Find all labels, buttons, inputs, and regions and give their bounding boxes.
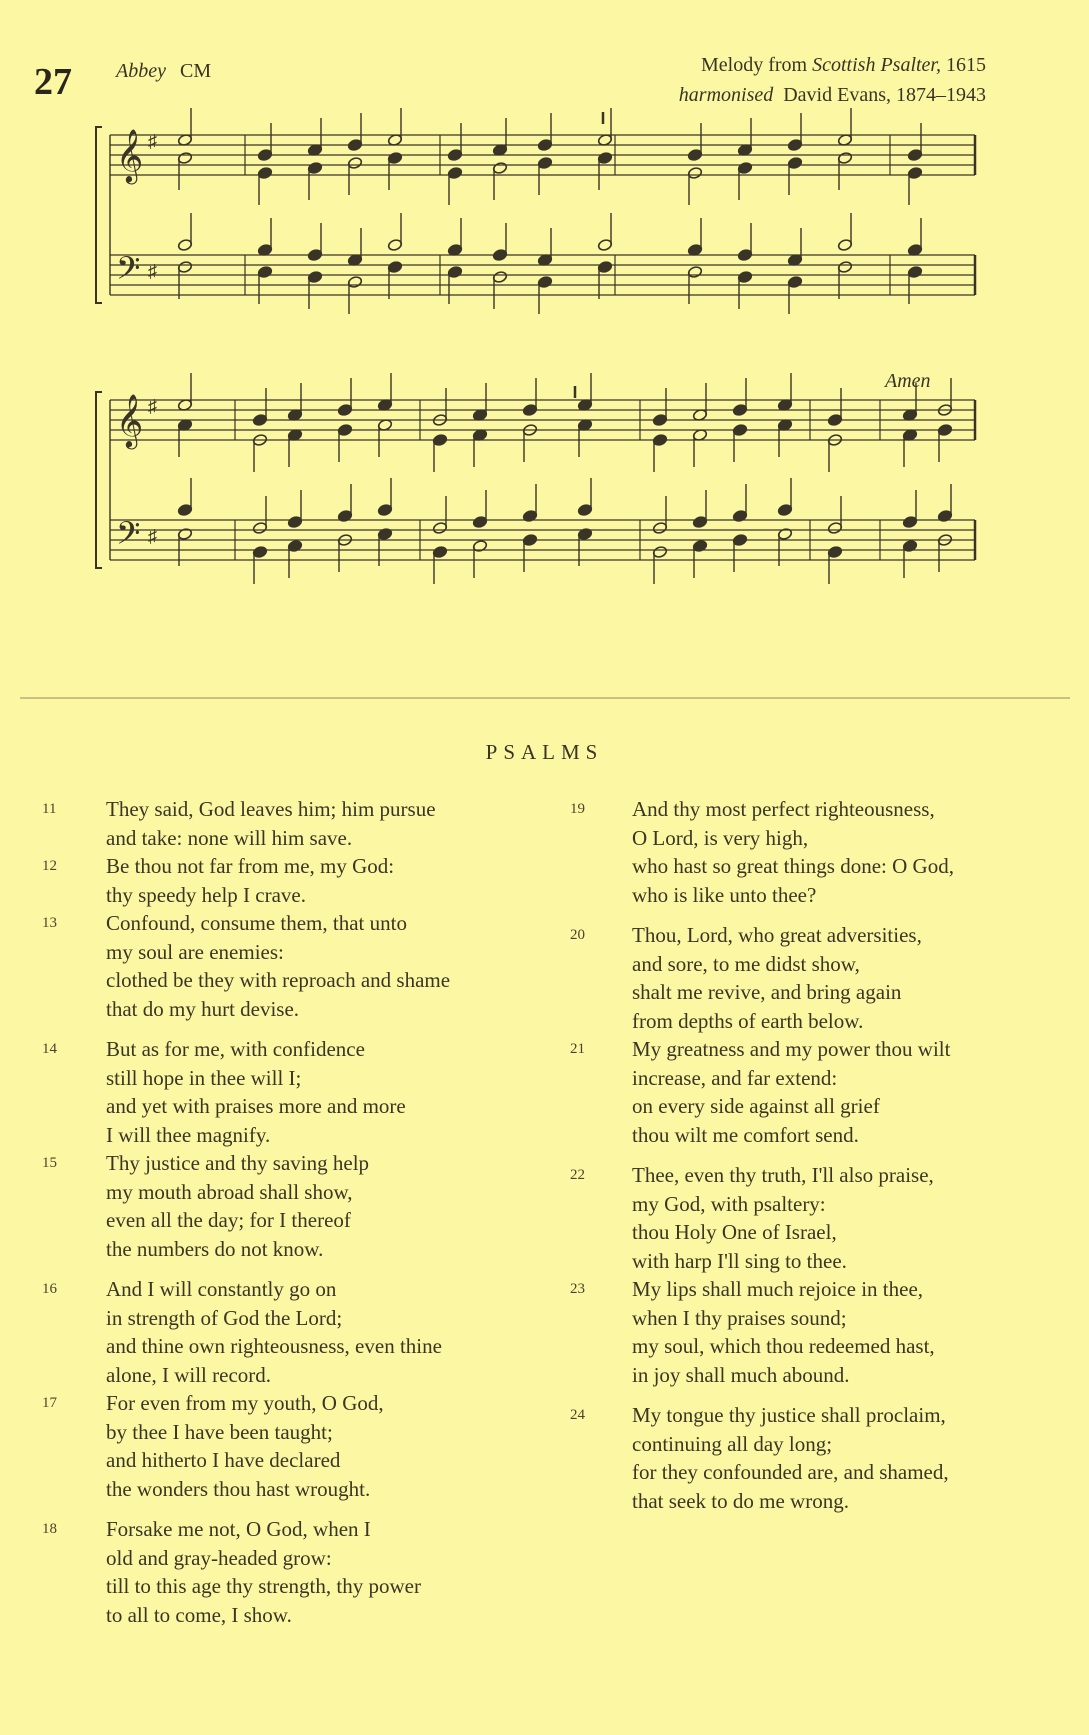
verse-line: old and gray-headed grow: [106, 1545, 332, 1570]
verse-line: alone, I will record. [106, 1362, 272, 1387]
system2-brace [96, 392, 102, 568]
system1-brace [96, 127, 102, 303]
verse-line: My lips shall much rejoice in thee, [632, 1277, 924, 1301]
verse-line: My tongue thy justice shall proclaim, [632, 1403, 946, 1427]
sharp-icon: ♯ [148, 396, 157, 416]
verse-number: 14 [42, 1041, 57, 1057]
verse-number: 20 [570, 927, 585, 943]
verse-15 [42, 1149, 562, 1263]
verse-number: 19 [570, 801, 585, 817]
verse-number: 15 [42, 1155, 57, 1171]
verse-line: that do my hurt devise. [106, 996, 300, 1021]
verse-line: My greatness and my power thou wilt [632, 1037, 951, 1061]
verse-22 [570, 1161, 1070, 1275]
verse-number: 22 [570, 1167, 585, 1183]
verse-line: my mouth abroad shall show, [106, 1179, 353, 1204]
verse-line: shalt me revive, and bring again [632, 980, 902, 1004]
verse-16 [42, 1275, 562, 1389]
tune-name-label: Abbey [116, 60, 166, 82]
verse-line: the wonders thou hast wrought. [106, 1476, 371, 1501]
verse-11 [42, 795, 562, 852]
bass-clef-icon: 𝄢 [116, 250, 141, 294]
verse-line: till to this age thy strength, thy power [106, 1574, 421, 1598]
verse-line: Be thou not far from me, my God: [106, 854, 395, 878]
verse-line: thou Holy One of Israel, [632, 1220, 837, 1244]
verse-line: my soul are enemies: [106, 939, 284, 964]
verse-line: and hitherto I have declared [106, 1448, 341, 1472]
verse-12 [42, 852, 562, 909]
verse-line: Thou, Lord, who great adversities, [632, 923, 922, 947]
harmony-label: harmonised [678, 84, 774, 106]
verse-19 [570, 795, 1070, 909]
melody-source: Scottish Psalter, [812, 54, 941, 76]
music-score [0, 0, 1089, 640]
verse-number: 23 [570, 1281, 585, 1297]
verse-line: on every side against all grief [632, 1094, 880, 1118]
treble-clef-icon: 𝄞 [116, 128, 144, 182]
verse-line: who is like unto thee? [632, 882, 817, 907]
verse-14 [42, 1035, 562, 1149]
verse-line: with harp I'll sing to thee. [632, 1248, 847, 1273]
verse-number: 13 [42, 915, 57, 931]
verse-line: continuing all day long; [632, 1431, 833, 1456]
verse-line: Forsake me not, O God, when I [106, 1517, 371, 1541]
harmony-name: David Evans, 1874–1943 [783, 84, 986, 106]
sharp-icon: ♯ [148, 131, 157, 151]
verse-line: thy speedy help I crave. [106, 882, 307, 907]
verse-number: 24 [570, 1407, 585, 1423]
verse-line: in joy shall much abound. [632, 1362, 850, 1387]
verse-line: For even from my youth, O God, [106, 1391, 384, 1415]
verse-line: clothed be they with reproach and shame [106, 968, 451, 992]
verse-number: 16 [42, 1281, 57, 1297]
verse-line: still hope in thee will I; [106, 1065, 302, 1090]
section-divider [20, 697, 1070, 699]
sharp-icon: ♯ [148, 261, 157, 281]
verse-line: to all to come, I show. [106, 1602, 292, 1627]
bass-clef-icon: 𝄢 [116, 515, 141, 559]
verse-13 [42, 909, 562, 1023]
verse-line: by thee I have been taught; [106, 1419, 333, 1444]
verse-line: But as for me, with confidence [106, 1037, 365, 1061]
verse-line: thou wilt me comfort send. [632, 1122, 859, 1147]
verse-number: 21 [570, 1041, 585, 1057]
verse-line: in strength of God the Lord; [106, 1305, 343, 1330]
verse-line: that seek to do me wrong. [632, 1488, 849, 1513]
verse-line: the numbers do not know. [106, 1236, 324, 1261]
verse-number: 12 [42, 858, 57, 874]
verse-line: I will thee magnify. [106, 1122, 271, 1147]
verse-number: 11 [42, 801, 57, 817]
sharp-icon: ♯ [148, 526, 157, 546]
verse-line: my God, with psaltery: [632, 1191, 826, 1216]
verses-right-column [570, 795, 1070, 1515]
verse-23 [570, 1275, 1070, 1389]
melody-year: 1615 [946, 54, 986, 76]
section-title: PSALMS [485, 740, 604, 764]
verse-number: 17 [42, 1395, 57, 1411]
amen-label: Amen [885, 370, 931, 392]
verse-line: and take: none will him save. [106, 825, 353, 850]
treble-clef-icon: 𝄞 [116, 393, 144, 447]
verse-line: and thine own righteousness, even thine [106, 1334, 442, 1358]
verse-line: and yet with praises more and more [106, 1094, 406, 1118]
verse-line: And thy most perfect righteousness, [632, 797, 935, 821]
verses-left-column [42, 795, 562, 1629]
verse-line: increase, and far extend: [632, 1065, 838, 1090]
verse-line: Thee, even thy truth, I'll also praise, [632, 1163, 934, 1187]
verse-line: from depths of earth below. [632, 1008, 864, 1033]
verse-line: They said, God leaves him; him pursue [106, 797, 436, 821]
verse-line: who hast so great things done: O God, [632, 854, 954, 878]
verse-24 [570, 1401, 1070, 1515]
verse-line: when I thy praises sound; [632, 1305, 847, 1330]
verse-line: my soul, which thou redeemed hast, [632, 1334, 935, 1358]
verse-17 [42, 1389, 562, 1503]
meter-label: CM [179, 60, 212, 82]
verse-line: Thy justice and thy saving help [106, 1151, 370, 1175]
verse-line: for they confounded are, and shamed, [632, 1460, 949, 1484]
verse-line: And I will constantly go on [106, 1277, 337, 1301]
melody-prefix: Melody from [701, 54, 813, 76]
verse-20 [570, 921, 1070, 1035]
verse-number: 18 [42, 1521, 57, 1537]
verse-line: O Lord, is very high, [632, 825, 809, 850]
hymn-number: 27 [34, 61, 72, 103]
verse-21 [570, 1035, 1070, 1149]
verse-18 [42, 1515, 562, 1629]
verse-line: and sore, to me didst show, [632, 951, 860, 976]
verse-line: Confound, consume them, that unto [106, 911, 407, 935]
verse-line: even all the day; for I thereof [106, 1208, 351, 1232]
